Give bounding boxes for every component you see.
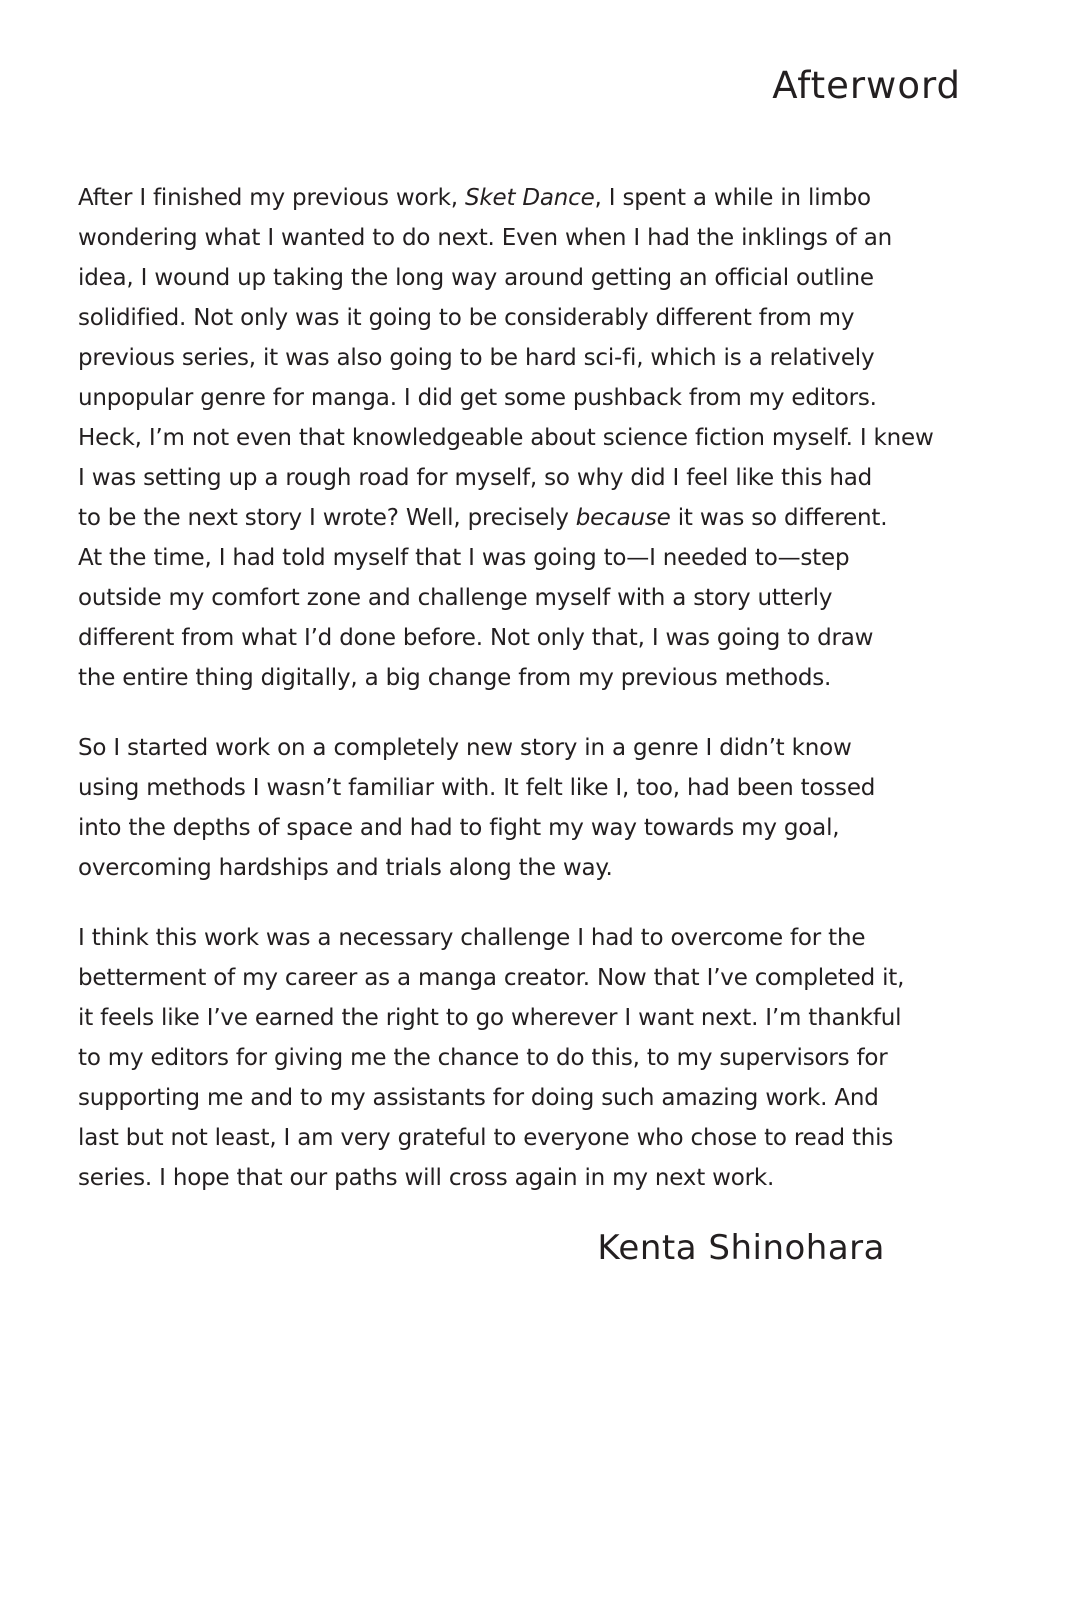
- work-title-italic: Sket Dance: [464, 185, 595, 211]
- text-line: previous series, it was also going to be hard sci-fi, which is a relatively: [78, 345, 875, 371]
- line-segment: it was so different.: [670, 505, 888, 531]
- text-line: So I started work on a completely new story in a genre I didn’t know: [78, 735, 852, 761]
- text-line: [78, 498, 1017, 538]
- text-line: supporting me and to my assistants for doing such amazing work. And: [78, 1085, 879, 1111]
- text-line: last but not least, I am very grateful to everyone who chose to read this: [78, 1125, 894, 1151]
- text-line: using methods I wasn’t familiar with. It felt like I, too, had been tossed: [78, 775, 876, 801]
- text-line: wondering what I wanted to do next. Even when I had the inklings of an: [78, 225, 893, 251]
- text-line: At the time, I had told myself that I was going to—I needed to—step: [78, 545, 850, 571]
- text-line: betterment of my career as a manga creator. Now that I’ve completed it,: [78, 965, 905, 991]
- text-line: idea, I wound up taking the long way around getting an official outline: [78, 265, 874, 291]
- afterword-body: [78, 178, 1017, 1228]
- text-line: it feels like I’ve earned the right to go wherever I want next. I’m thankful: [78, 1005, 902, 1031]
- text-line: into the depths of space and had to fight my way towards my goal,: [78, 815, 840, 841]
- text-line: outside my comfort zone and challenge myself with a story utterly: [78, 585, 833, 611]
- paragraph-3: [78, 918, 1017, 1198]
- text-line: I think this work was a necessary challenge I had to overcome for the: [78, 925, 866, 951]
- paragraph-1: [78, 178, 1017, 698]
- page-title: Afterword: [772, 64, 961, 107]
- text-line: the entire thing digitally, a big change from my previous methods.: [78, 665, 832, 691]
- text-line: Heck, I’m not even that knowledgeable about science fiction myself. I knew: [78, 425, 934, 451]
- text-line: series. I hope that our paths will cross again in my next work.: [78, 1165, 775, 1191]
- text-line: [78, 178, 1017, 218]
- text-line: overcoming hardships and trials along the way.: [78, 855, 613, 881]
- author-signature: Kenta Shinohara: [597, 1228, 885, 1268]
- text-line: different from what I’d done before. Not only that, I was going to draw: [78, 625, 874, 651]
- text-line: solidified. Not only was it going to be considerably different from my: [78, 305, 855, 331]
- line-segment: After I finished my previous work,: [78, 185, 465, 211]
- text-line: unpopular genre for manga. I did get some pushback from my editors.: [78, 385, 877, 411]
- text-line: to my editors for giving me the chance to do this, to my supervisors for: [78, 1045, 888, 1071]
- line-segment: , I spent a while in limbo: [594, 185, 871, 211]
- line-segment: to be the next story I wrote? Well, precisely: [78, 505, 576, 531]
- paragraph-2: [78, 728, 1017, 888]
- emphasis-word-italic: because: [575, 505, 671, 531]
- text-line: I was setting up a rough road for myself, so why did I feel like this had: [78, 465, 873, 491]
